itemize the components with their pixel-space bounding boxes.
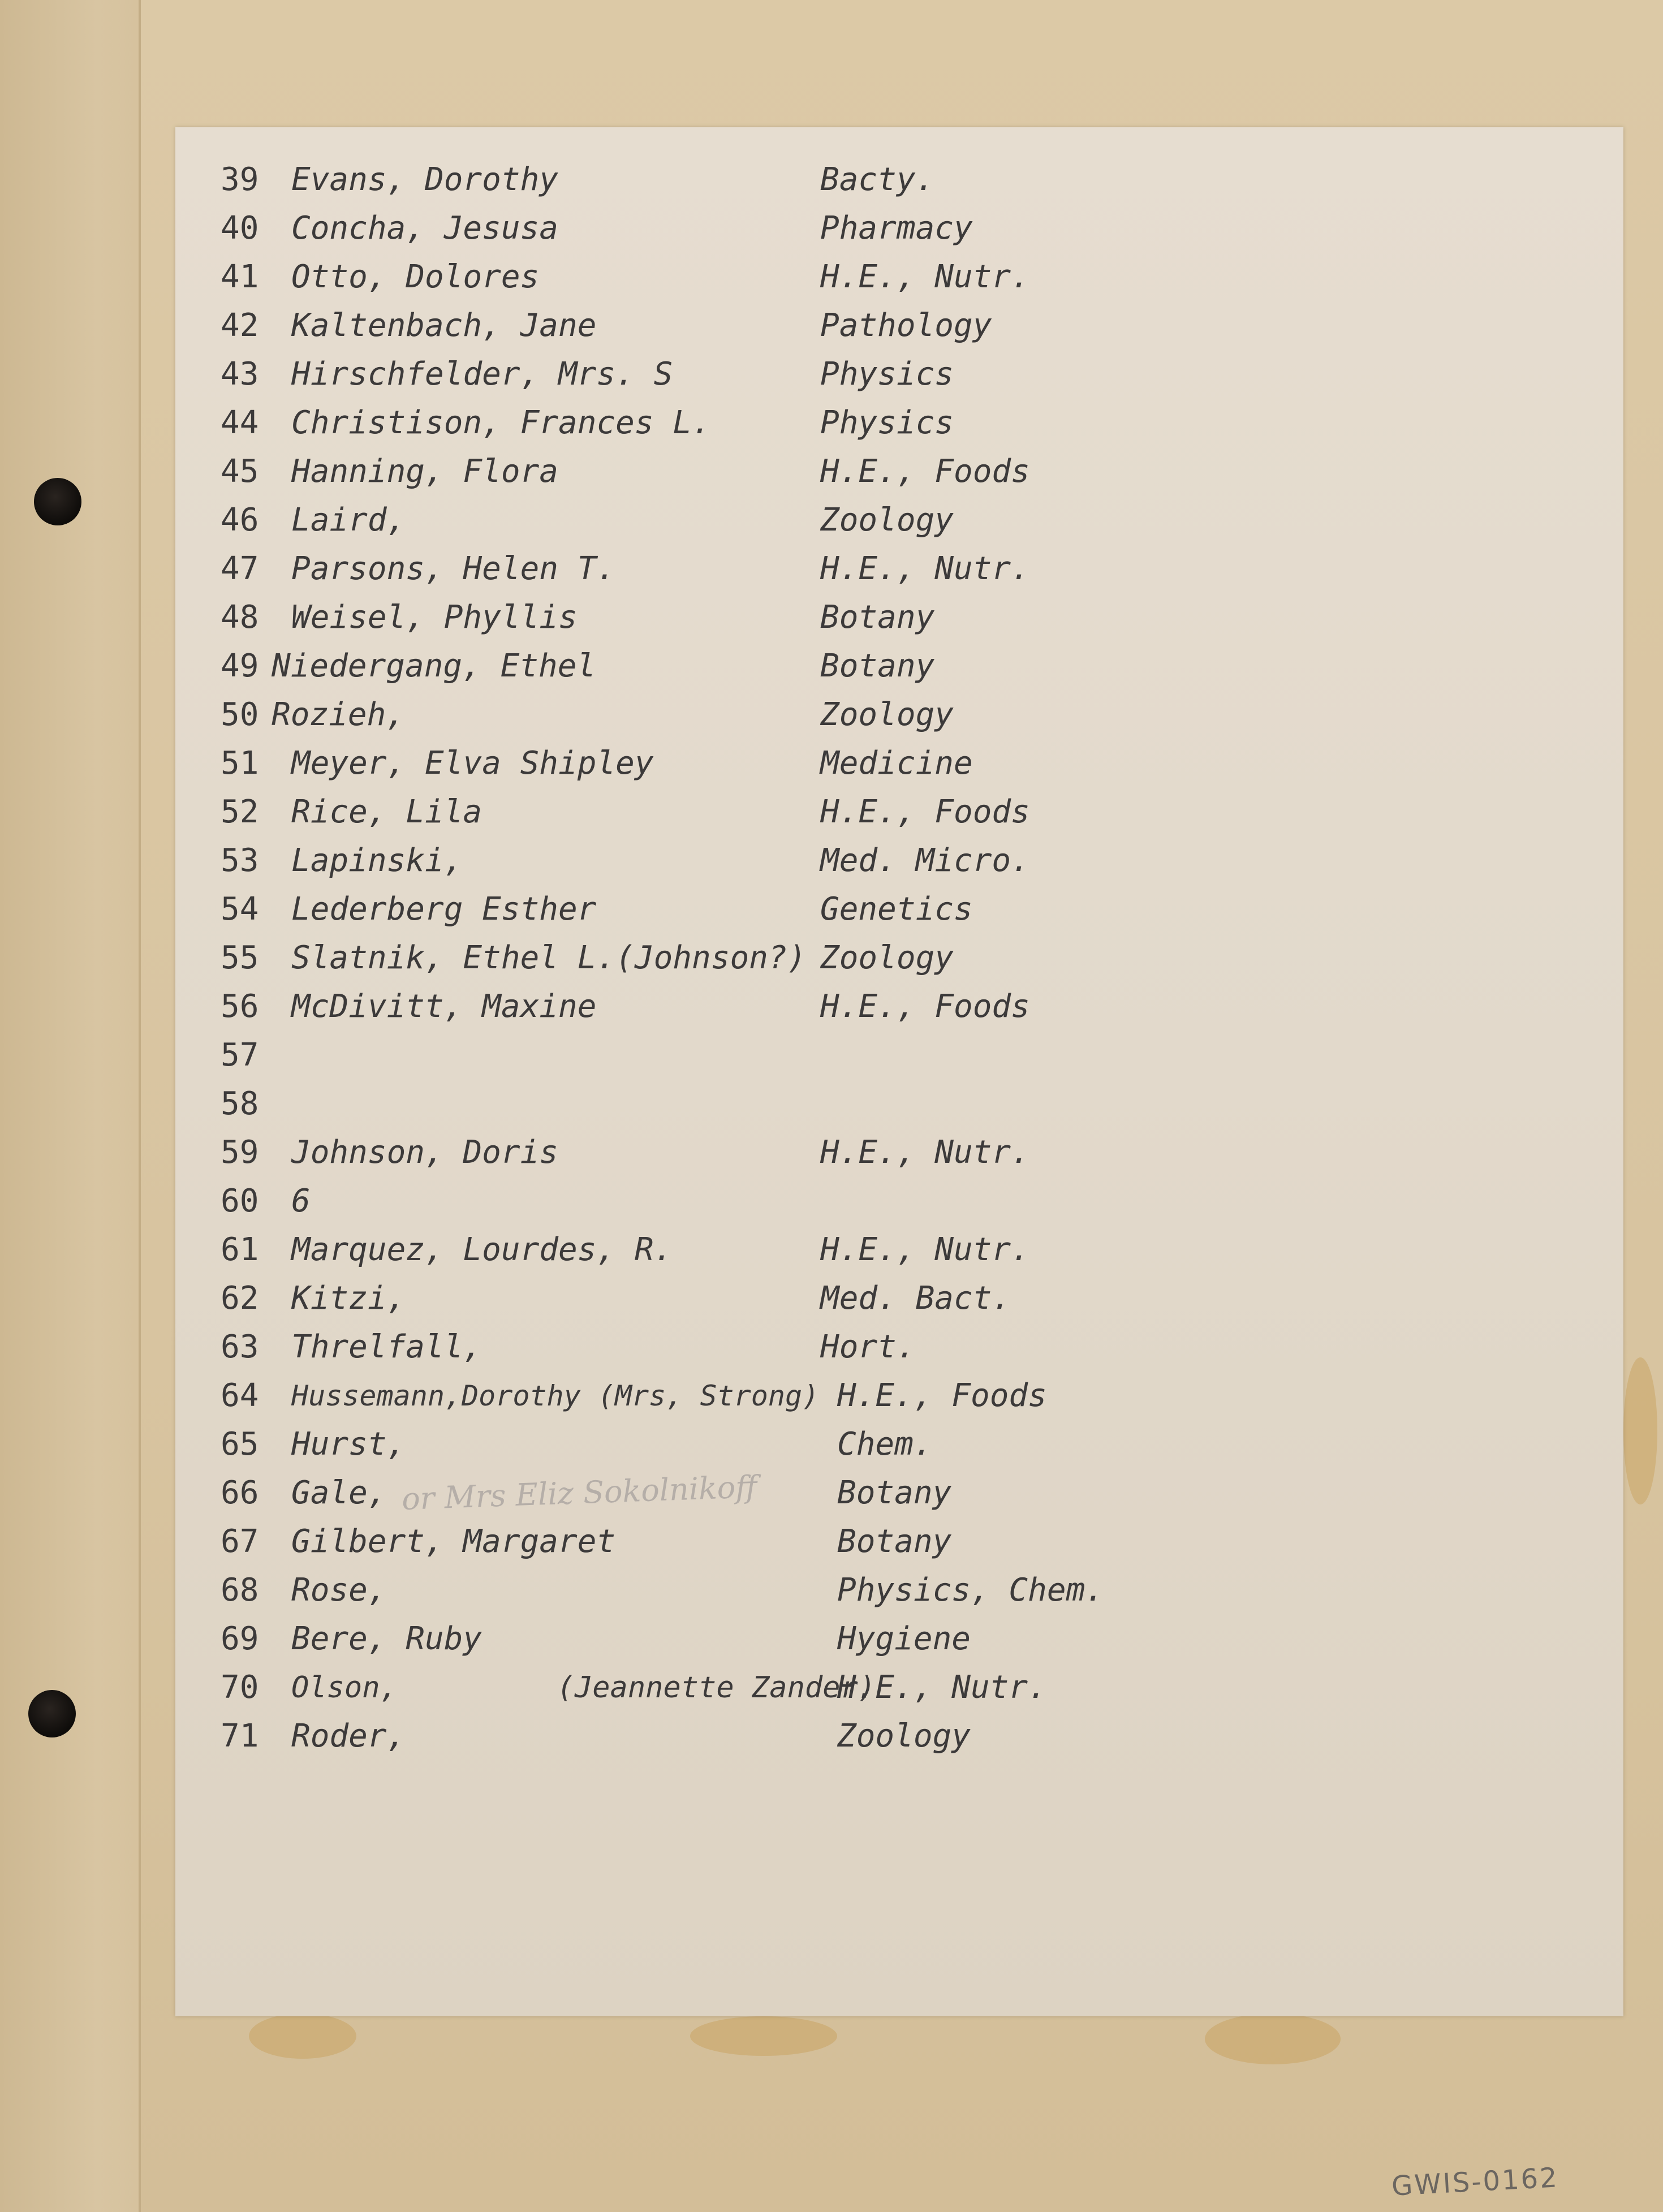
entry-name: Slatnik, Ethel L.(Johnson?): [291, 939, 807, 976]
entry-department: H.E., Nutr.: [820, 1231, 1030, 1268]
entry-number: 50: [221, 696, 259, 733]
list-item: [175, 301, 1623, 350]
entry-department: H.E., Foods: [820, 988, 1030, 1025]
entry-department: Hort.: [820, 1329, 916, 1365]
entry-name: Rice, Lila: [291, 794, 482, 830]
entry-number: 55: [221, 939, 259, 976]
entry-number: 61: [221, 1231, 259, 1268]
entry-number: 57: [221, 1037, 259, 1073]
list-item: [175, 1177, 1623, 1226]
list-item: [175, 545, 1623, 593]
entry-number: 44: [221, 404, 259, 441]
list-item: [175, 399, 1623, 447]
list-item: [175, 1323, 1623, 1372]
list-item: [175, 934, 1623, 982]
entry-department: Botany: [820, 599, 935, 636]
list-item: [175, 350, 1623, 399]
entry-name: Rozieh,: [272, 696, 406, 733]
entry-number: 60: [221, 1183, 259, 1219]
entry-name: Johnson, Doris: [291, 1134, 559, 1171]
entry-name: Gilbert, Margaret: [291, 1523, 616, 1560]
list-item: [175, 1031, 1623, 1080]
entry-number: 39: [221, 161, 259, 198]
entry-name: Lapinski,: [291, 842, 463, 879]
list-item: [175, 1420, 1623, 1469]
entry-number: 71: [221, 1718, 259, 1754]
list-item: [175, 156, 1623, 204]
entry-name: Olson, (Jeannette Zander): [291, 1671, 876, 1705]
entry-name: Christison, Frances L.: [291, 404, 711, 441]
entry-number: 45: [221, 453, 259, 490]
entry-name: Kaltenbach, Jane: [291, 307, 597, 344]
entry-name: Threlfall,: [291, 1329, 482, 1365]
entry-department: Zoology: [820, 502, 954, 538]
age-stain: [1205, 2013, 1341, 2064]
entry-number: 52: [221, 794, 259, 830]
list-item: [175, 642, 1623, 691]
entry-number: 63: [221, 1329, 259, 1365]
entry-name: Otto, Dolores: [291, 258, 540, 295]
list-item: [175, 1128, 1623, 1177]
entry-department: H.E., Nutr.: [820, 1134, 1030, 1171]
entry-name: Roder,: [291, 1718, 406, 1754]
entry-department: Pharmacy: [820, 210, 973, 247]
entry-department: Physics, Chem.: [837, 1572, 1105, 1609]
entry-number: 64: [221, 1377, 259, 1414]
list-item: [175, 1663, 1623, 1712]
age-stain: [249, 2013, 356, 2059]
entry-department: Zoology: [820, 696, 954, 733]
entry-name: Meyer, Elva Shipley: [291, 745, 654, 782]
entry-name: Hanning, Flora: [291, 453, 559, 490]
entry-department: Physics: [820, 356, 954, 393]
entry-number: 70: [221, 1669, 259, 1706]
entry-number: 56: [221, 988, 259, 1025]
list-item: [175, 496, 1623, 545]
list-item: [175, 447, 1623, 496]
entry-number: 66: [221, 1474, 259, 1511]
list-item: [175, 1566, 1623, 1615]
entry-number: 40: [221, 210, 259, 247]
entry-name: Kitzi,: [291, 1280, 406, 1317]
entry-name: Concha, Jesusa: [291, 210, 559, 247]
entry-number: 59: [221, 1134, 259, 1171]
entry-number: 67: [221, 1523, 259, 1560]
list-item: [175, 1712, 1623, 1761]
typed-sheet: [175, 127, 1623, 2016]
entry-number: 65: [221, 1426, 259, 1463]
entry-name: Laird,: [291, 502, 406, 538]
list-item: [175, 1372, 1623, 1420]
entry-name: Gale,: [291, 1474, 387, 1511]
entry-number: 49: [221, 648, 259, 684]
entry-department: Hygiene: [837, 1620, 971, 1657]
list-item: [175, 253, 1623, 301]
entry-department: H.E., Nutr.: [837, 1669, 1047, 1706]
entry-department: Chem.: [837, 1426, 933, 1463]
entry-name: Weisel, Phyllis: [291, 599, 578, 636]
list-item: [175, 1517, 1623, 1566]
entry-name: Bere, Ruby: [291, 1620, 482, 1657]
entry-name: Hirschfelder, Mrs. S: [291, 356, 673, 393]
punch-hole-top: [34, 478, 81, 525]
entry-name: Hurst,: [291, 1426, 406, 1463]
list-item: [175, 1080, 1623, 1128]
entry-department: Botany: [837, 1523, 952, 1560]
entry-number: 47: [221, 550, 259, 587]
list-item: [175, 1615, 1623, 1663]
entry-department: H.E., Foods: [820, 794, 1030, 830]
entry-department: H.E., Nutr.: [820, 258, 1030, 295]
entry-name: Parsons, Helen T.: [291, 550, 616, 587]
entry-number: 53: [221, 842, 259, 879]
catalog-number: GWIS-0162: [1390, 2162, 1560, 2202]
entry-number: 62: [221, 1280, 259, 1317]
list-item: [175, 1226, 1623, 1274]
entry-number: 41: [221, 258, 259, 295]
list-item: [175, 593, 1623, 642]
entry-number: 69: [221, 1620, 259, 1657]
list-item: [175, 204, 1623, 253]
entry-department: Bacty.: [820, 161, 935, 198]
entry-name: Marquez, Lourdes, R.: [291, 1231, 673, 1268]
entry-department: Pathology: [820, 307, 992, 344]
list-item: [175, 788, 1623, 836]
entry-name: Evans, Dorothy: [291, 161, 559, 198]
entry-department: Zoology: [837, 1718, 971, 1754]
entry-name: Lederberg Esther: [291, 891, 597, 928]
entry-name: Rose,: [291, 1572, 387, 1609]
entry-number: 51: [221, 745, 259, 782]
entry-department: H.E., Foods: [837, 1377, 1047, 1414]
handwritten-annotation: or Mrs Eliz Sokolnikoff: [401, 1469, 758, 1517]
entry-name: Hussemann,Dorothy (Mrs, Strong): [291, 1379, 820, 1412]
entry-department: Zoology: [820, 939, 954, 976]
entry-department: Physics: [820, 404, 954, 441]
entry-name: Niedergang, Ethel: [272, 648, 596, 684]
entry-number: 58: [221, 1085, 259, 1122]
entry-number: 68: [221, 1572, 259, 1609]
list-item: [175, 982, 1623, 1031]
entry-number: 54: [221, 891, 259, 928]
entry-department: Botany: [820, 648, 935, 684]
list-item: [175, 836, 1623, 885]
list-item: [175, 1274, 1623, 1323]
list-item: [175, 885, 1623, 934]
entry-number: 48: [221, 599, 259, 636]
entry-department: H.E., Nutr.: [820, 550, 1030, 587]
entry-department: Med. Micro.: [820, 842, 1030, 879]
binding-edge: [0, 0, 141, 2212]
entry-name: 6: [291, 1183, 311, 1219]
entry-department: Genetics: [820, 891, 973, 928]
entry-number: 42: [221, 307, 259, 344]
list-item: [175, 1469, 1623, 1517]
list-item: [175, 691, 1623, 739]
punch-hole-bottom: [28, 1690, 76, 1737]
entry-department: Botany: [837, 1474, 952, 1511]
entry-number: 46: [221, 502, 259, 538]
entry-name: McDivitt, Maxine: [291, 988, 597, 1025]
age-stain: [690, 2016, 837, 2056]
age-stain: [1623, 1357, 1657, 1504]
list-item: [175, 739, 1623, 788]
entry-number: 43: [221, 356, 259, 393]
entry-department: H.E., Foods: [820, 453, 1030, 490]
entry-department: Med. Bact.: [820, 1280, 1011, 1317]
entry-department: Medicine: [820, 745, 973, 782]
